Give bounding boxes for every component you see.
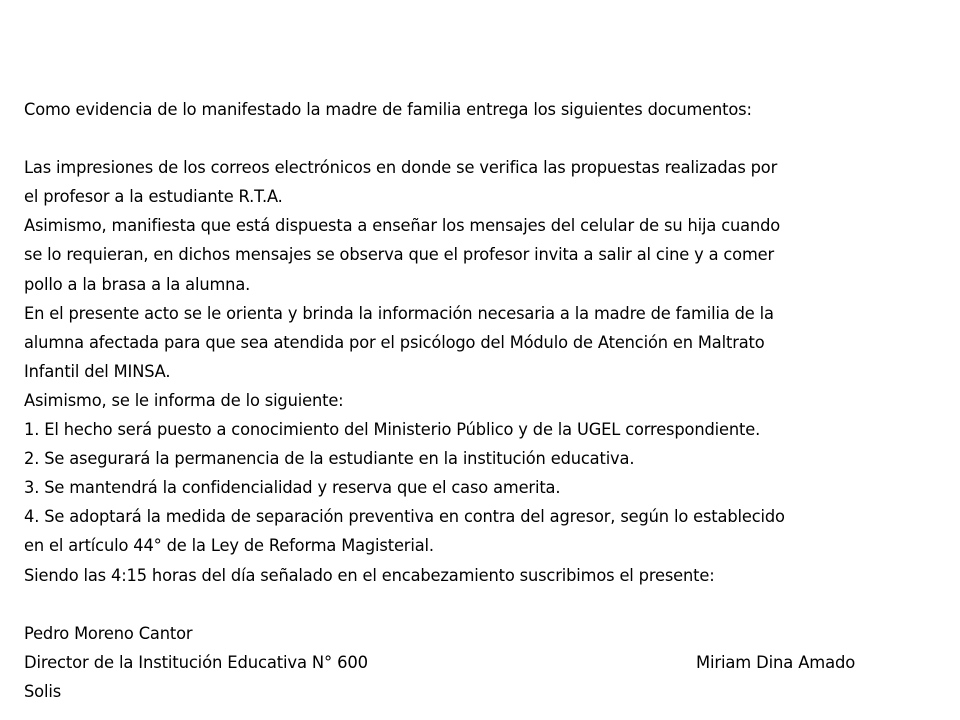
list-item-2: 2. Se asegurará la permanencia de la estudiante en la institución educativa. [24, 449, 635, 469]
closing-line: Siendo las 4:15 horas del día señalado en el encabezamiento suscribimos el presente: [24, 565, 715, 585]
body-line: pollo a la brasa a la alumna. [24, 274, 251, 294]
document-body [24, 95, 944, 706]
body-line: Asimismo, se le informa de lo siguiente: [24, 390, 344, 410]
list-item-3: 3. Se mantendrá la confidencialidad y reserva que el caso amerita. [24, 478, 561, 498]
blank-line [24, 124, 944, 153]
body-line: En el presente acto se le orienta y brinda la información necesaria a la madre de familia de la [24, 303, 774, 323]
list-item-4: 4. Se adoptará la medida de separación preventiva en contra del agresor, según lo establecido [24, 507, 785, 527]
body-line: el profesor a la estudiante R.T.A. [24, 187, 283, 207]
signatory-name-2-cont: Solis [24, 681, 62, 701]
body-line: se lo requieran, en dichos mensajes se observa que el profesor invita a salir al cine y a comer [24, 245, 775, 265]
body-line: Infantil del MINSA. [24, 361, 171, 381]
signatory-name-1: Pedro Moreno Cantor [24, 623, 193, 643]
body-line: Las impresiones de los correos electrónicos en donde se verifica las propuestas realizadas por [24, 158, 778, 178]
body-line: alumna afectada para que sea atendida por el psicólogo del Módulo de Atención en Maltrato [24, 332, 765, 352]
list-item-4-cont: en el artículo 44° de la Ley de Reforma Magisterial. [24, 536, 434, 556]
blank-line [24, 590, 944, 619]
intro-line: Como evidencia de lo manifestado la madre de familia entrega los siguientes documentos: [24, 100, 752, 119]
signature-row [24, 648, 944, 677]
signatory-name-2: Miriam Dina Amado [696, 652, 856, 672]
signatory-title-1: Director de la Institución Educativa N° 600 [24, 652, 368, 672]
body-line: Asimismo, manifiesta que está dispuesta a enseñar los mensajes del celular de su hija cuando [24, 216, 781, 236]
list-item-1: 1. El hecho será puesto a conocimiento del Ministerio Público y de la UGEL correspondiente. [24, 420, 761, 440]
